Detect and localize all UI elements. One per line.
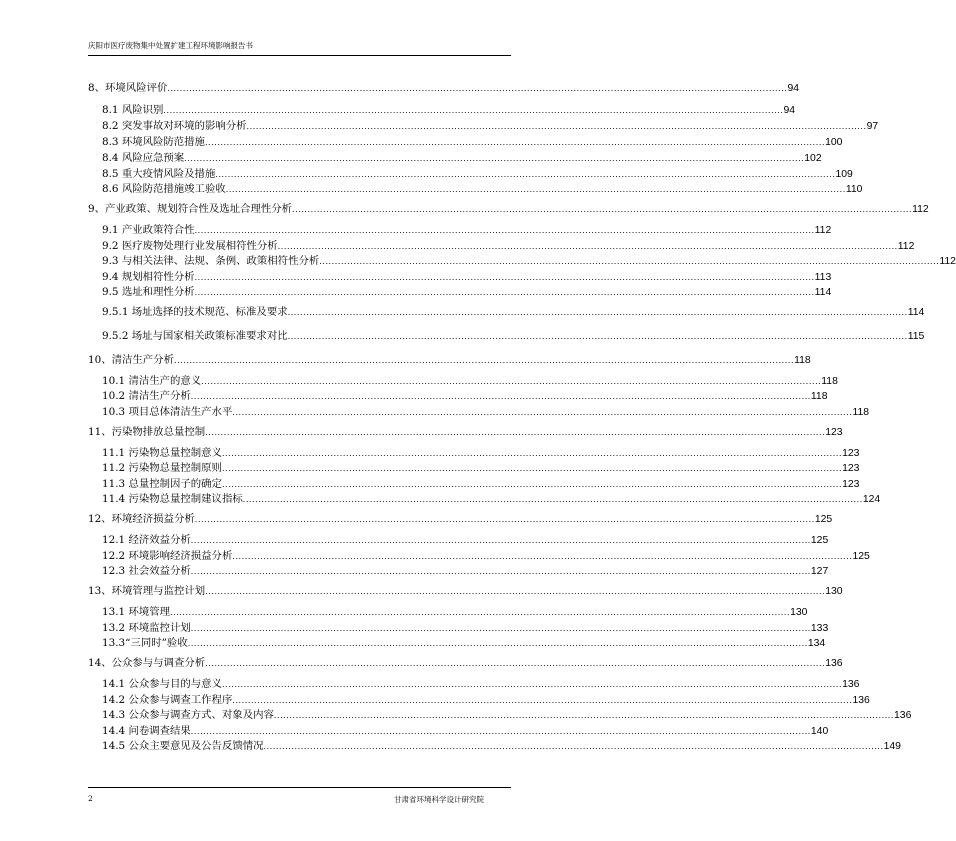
toc-entry-page: 94 [787,83,800,94]
toc-entry[interactable] [102,565,829,578]
toc-entry-page: 133 [810,623,829,634]
toc-entry[interactable] [102,606,808,619]
toc-entry-page: 112 [912,204,929,215]
toc-leader: ........................................................................................................................................................................................................ [190,623,811,633]
toc-leader: ........................................................................................................................................................................................................ [190,566,811,576]
toc-entry-title: 12.3 社会效益分析 [102,565,191,577]
toc-leader: ........................................................................................................................................................................................................ [190,726,811,736]
toc-entry-page: 130 [825,586,843,597]
toc-entry[interactable] [102,271,832,284]
toc-entry-page: 140 [810,726,829,737]
toc-entry-page: 136 [825,658,843,669]
toc-entry-title: 14.1 公众参与目的与意义 [102,678,222,690]
toc-entry[interactable] [102,678,860,691]
toc-leader: ........................................................................................................................................................................................................ [204,137,826,147]
toc-entry-page: 123 [842,479,860,490]
toc-leader: ........................................................................................................................................................................................................ [194,287,815,297]
toc-entry-title: 12.2 环境影响经济损益分析 [102,550,233,562]
toc-entry-title: 11、污染物排放总量控制 [88,426,206,438]
toc-leader: ........................................................................................................................................................................................................ [173,355,795,365]
toc-entry-title: 9.4 规划相符性分析 [102,271,195,283]
toc-entry-page: 118 [810,391,828,402]
toc-entry[interactable] [102,152,822,165]
toc-leader: ........................................................................................................................................................................................................ [287,331,908,341]
toc-entry[interactable] [102,306,925,319]
toc-entry-title: 13、环境管理与监控计划 [88,585,206,597]
toc-entry[interactable] [102,550,870,563]
toc-leader: ........................................................................................................................................................................................................ [190,535,811,545]
toc-entry[interactable] [102,168,853,181]
toc-leader: ........................................................................................................................................................................................................ [190,391,811,401]
toc-leader: ........................................................................................................................................................................................................ [194,514,815,524]
toc-leader: ........................................................................................................................................................................................................ [184,153,805,163]
toc-leader: ........................................................................................................................................................................................................ [170,607,791,617]
toc-leader: ........................................................................................................................................................................................................ [221,448,843,458]
toc-entry[interactable] [102,120,879,133]
toc-entry-page: 124 [862,494,881,505]
toc-entry[interactable] [102,534,829,547]
toc-entry-title: 8.4 风险应急预案 [102,152,185,164]
toc-entry[interactable] [88,426,843,439]
toc-entry[interactable] [88,657,843,670]
toc-leader: ........................................................................................................................................................................................................ [221,479,843,489]
toc-entry-title: 8.5 重大疫情风险及措施 [102,168,216,180]
toc-entry-title: 10、清洁生产分析 [88,354,174,366]
toc-entry-page: 100 [825,137,843,148]
toc-entry-title: 10.2 清洁生产分析 [102,390,191,402]
toc-entry-title: 11.2 污染物总量控制原则 [102,462,222,474]
header-divider [88,55,511,56]
toc-leader: ........................................................................................................................................................................................................ [277,241,898,251]
toc-leader: ........................................................................................................................................................................................................ [205,658,826,668]
toc-entry-page: 118 [794,355,811,366]
toc-entry-title: 13.2 环境监控计划 [102,622,191,634]
toc-entry[interactable] [102,622,829,635]
toc-entry[interactable] [102,136,843,149]
toc-entry-page: 136 [842,679,860,690]
toc-entry-page: 125 [814,514,833,525]
toc-entry[interactable] [88,203,929,216]
toc-entry-page: 114 [814,287,832,298]
toc-entry-page: 130 [790,607,808,618]
toc-leader: ........................................................................................................................................................................................................ [232,407,853,417]
toc-leader: ........................................................................................................................................................................................................ [287,307,908,317]
toc-entry-page: 109 [835,169,853,180]
toc-entry-title: 14.4 问卷调查结果 [102,725,191,737]
toc-leader: ........................................................................................................................................................................................................ [225,184,846,194]
toc-leader: ........................................................................................................................................................................................................ [292,204,913,214]
toc-leader: ........................................................................................................................................................................................................ [205,586,826,596]
toc-entry[interactable] [102,462,860,475]
toc-entry-page: 115 [907,331,925,342]
running-header: 庆阳市医疗废物集中处置扩建工程环境影响报告书 [88,41,253,50]
toc-entry-title: 8.1 风险识别 [102,104,164,116]
toc-entry-page: 113 [814,272,832,283]
toc-entry-page: 123 [825,427,843,438]
toc-leader: ........................................................................................................................................................................................................ [221,463,843,473]
toc-entry[interactable] [102,286,832,299]
toc-entry-page: 112 [897,241,915,252]
toc-leader: ........................................................................................................................................................................................................ [167,83,788,93]
toc-entry-page: 112 [814,225,832,236]
toc-leader: ........................................................................................................................................................................................................ [221,679,843,689]
toc-entry-title: 9.1 产业政策符合性 [102,224,195,236]
toc-entry-title: 12、环境经济损益分析 [88,513,195,525]
toc-entry-title: 9.5.1 场址选择的技术规范、标准及要求 [102,306,288,318]
toc-leader: ........................................................................................................................................................................................................ [273,710,895,720]
toc-leader: ........................................................................................................................................................................................................ [215,169,836,179]
toc-entry-title: 11.4 污染物总量控制建议指标 [102,493,243,505]
toc-entry-page: 118 [821,376,838,387]
toc-entry-title: 8.2 突发事故对环境的影响分析 [102,120,247,132]
toc-leader: ........................................................................................................................................................................................................ [242,494,863,504]
toc-entry-title: 9、产业政策、规划符合性及选址合理性分析 [88,203,293,215]
toc-entry[interactable] [102,493,881,506]
toc-leader: ........................................................................................................................................................................................................ [163,105,784,115]
toc-entry[interactable] [102,478,860,491]
toc-entry-page: 136 [852,695,870,706]
toc-entry-page: 123 [842,448,860,459]
toc-leader: ........................................................................................................................................................................................................ [263,741,884,751]
footer-divider [88,787,511,788]
toc-entry-title: 11.3 总量控制因子的确定 [102,478,222,490]
toc-entry-title: 14、公众参与与调查分析 [88,657,206,669]
toc-entry-page: 94 [783,105,796,116]
toc-entry-title: 11.1 污染物总量控制意义 [102,447,222,459]
toc-entry-page: 125 [810,535,829,546]
toc-entry[interactable] [102,709,912,722]
toc-leader: ........................................................................................................................................................................................................ [246,121,867,131]
toc-entry[interactable] [102,240,915,253]
toc-leader: ........................................................................................................................................................................................................ [232,551,853,561]
toc-entry[interactable] [102,224,832,237]
toc-entry[interactable] [102,740,901,753]
toc-entry-title: 13.1 环境管理 [102,606,171,618]
toc-entry[interactable] [102,447,860,460]
toc-leader: ........................................................................................................................................................................................................ [201,376,822,386]
toc-entry[interactable] [102,694,870,707]
toc-entry-title: 13.3“三同时”验收 [102,637,188,649]
page-number: 2 [88,794,93,803]
toc-entry-title: 14.2 公众参与调查工作程序 [102,694,233,706]
toc-leader: ........................................................................................................................................................................................................ [194,272,815,282]
running-footer: 甘肃省环境科学设计研究院 [394,795,484,804]
toc-entry-title: 14.5 公众主要意见及公告反馈情况 [102,740,264,752]
toc-entry[interactable] [102,183,863,196]
toc-leader: ........................................................................................................................................................................................................ [187,638,808,648]
toc-entry-page: 118 [852,407,870,418]
toc-leader: ........................................................................................................................................................................................................ [205,427,826,437]
toc-entry-page: 97 [866,121,879,132]
toc-entry[interactable] [88,354,811,367]
toc-entry-page: 114 [907,307,925,318]
toc-entry-page: 136 [894,710,912,721]
toc-leader: ........................................................................................................................................................................................................ [194,225,815,235]
toc-entry-page: 125 [852,551,870,562]
toc-entry-title: 8.6 风险防范措施竣工验收 [102,183,226,195]
toc-entry-page: 127 [810,566,829,577]
toc-entry-title: 9.2 医疗废物处理行业发展相符性分析 [102,240,278,252]
toc-entry[interactable] [102,104,796,117]
toc-entry[interactable] [88,513,833,526]
toc-entry[interactable] [102,375,838,388]
toc-entry[interactable] [102,637,826,650]
toc-entry-page: 149 [883,741,901,752]
toc-entry-title: 8、环境风险评价 [88,82,168,94]
toc-entry-page: 134 [807,638,826,649]
toc-leader: ........................................................................................................................................................................................................ [319,256,940,266]
toc-entry[interactable] [102,330,925,343]
toc-entry-title: 14.3 公众参与调查方式、对象及内容 [102,709,274,721]
toc-entry-page: 112 [939,256,956,267]
toc-leader: ........................................................................................................................................................................................................ [232,695,853,705]
toc-entry[interactable] [88,82,800,95]
toc-entry-title: 9.5 选址和理性分析 [102,286,195,298]
toc-entry-title: 8.3 环境风险防范措施 [102,136,205,148]
toc-entry-title: 9.5.2 场址与国家相关政策标准要求对比 [102,330,288,342]
toc-entry[interactable] [102,255,956,268]
toc-entry[interactable] [102,725,829,738]
toc-entry[interactable] [102,390,828,403]
toc-entry-title: 10.3 项目总体清洁生产水平 [102,406,233,418]
toc-entry[interactable] [102,406,870,419]
toc-entry[interactable] [88,585,843,598]
toc-entry-page: 110 [845,184,863,195]
toc-entry-page: 123 [842,463,860,474]
toc-entry-page: 102 [804,153,822,164]
toc-entry-title: 10.1 清洁生产的意义 [102,375,202,387]
toc-entry-title: 12.1 经济效益分析 [102,534,191,546]
toc-entry-title: 9.3 与相关法律、法规、条例、政策相符性分析 [102,255,320,267]
